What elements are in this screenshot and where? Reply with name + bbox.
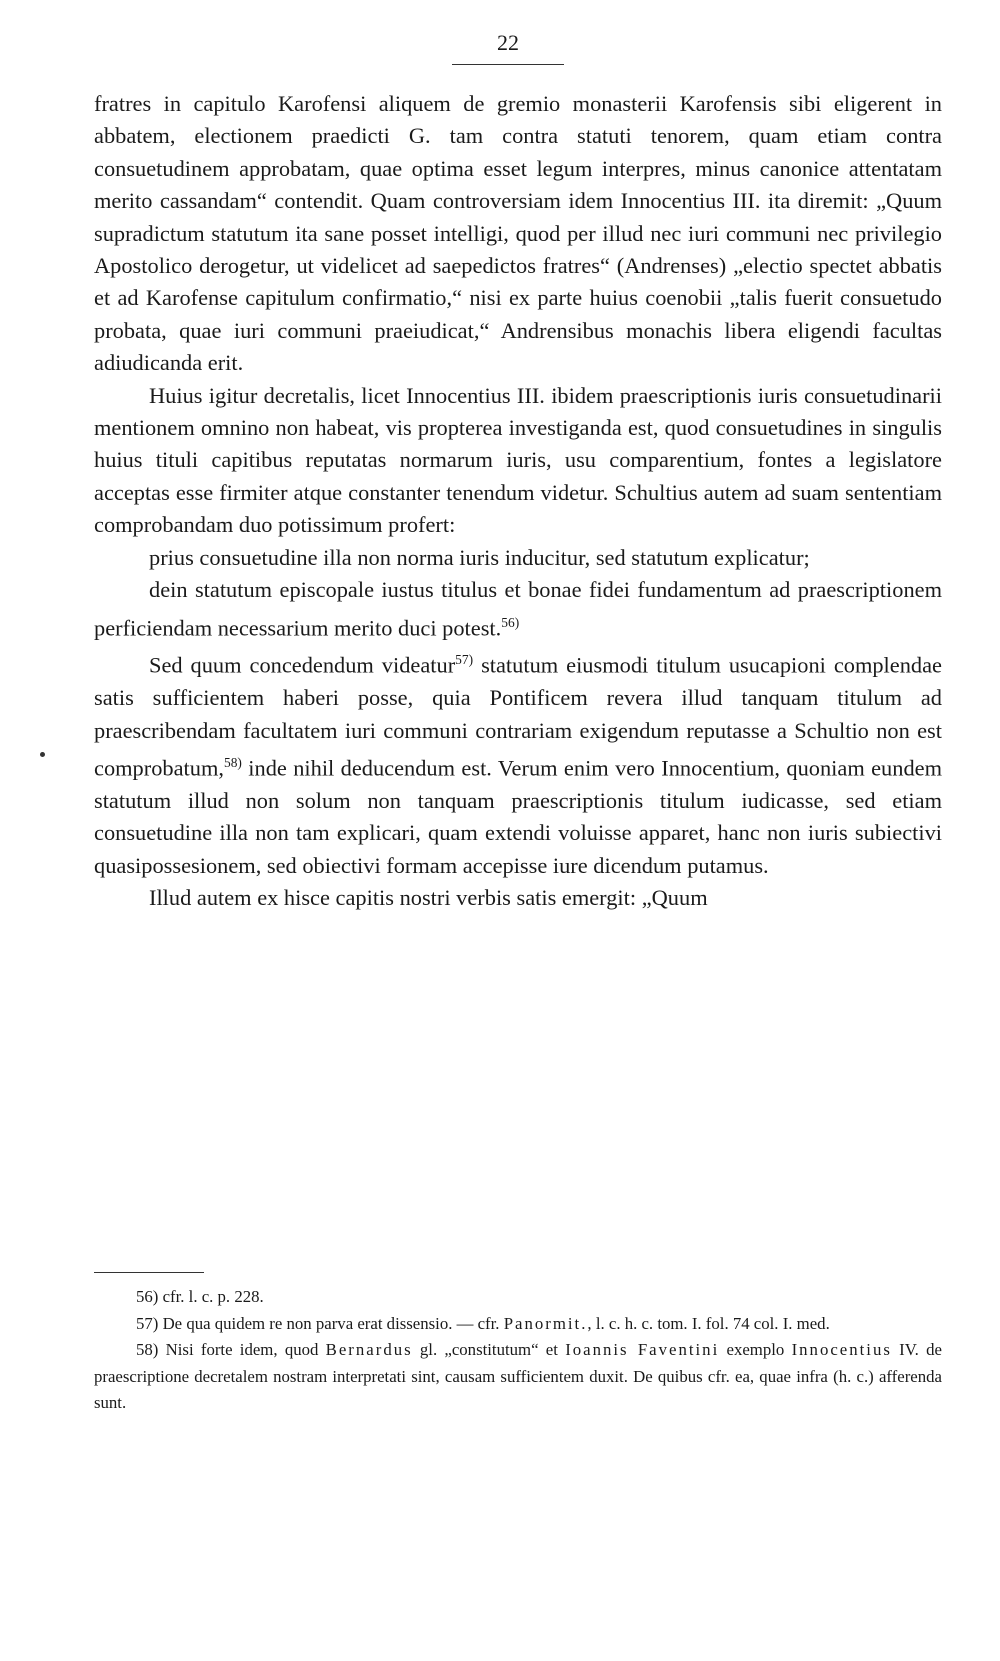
paragraph: fratres in capitulo Karofensi aliquem de gremio monasterii Karofensis sibi eligerent in abbatem, electionem praedicti G. tam contra statuti tenorem, quam etiam contra consuetudinem approbatam, quae optima esset legum interpres, minus canonice attentatam merito cassandam“ contendit. Quam controversiam idem Innocentius III. ita diremit: „Quum supradictum statutum ita sane posset intelligi, quod per illud nec iuri communi nec privilegio Apostolico derogetur, ut videlicet ad saepedictos fratres“ (Andrenses) „electio spectet abbatis et ad Karofense capitulum confirmatio,“ nisi ex parte huius coenobii „talis fuerit consuetudo probata, quae iuri communi praeiudicat,“ Andrensibus monachis libera eligendi facultas adiudicanda erit.: [94, 91, 942, 376]
paragraph: Huius igitur decretalis, licet Innocentius III. ibidem praescriptionis iuris consuetudinarii mentionem omnino non habeat, vis propterea investiganda est, quod consuetudines in singulis huius tituli capitibus reputatas normarum iuris, usu comparentium, fontes a legislatore acceptas esse firmiter atque constanter tenendum videtur. Schultius autem ad suam sententiam comprobandam duo potissimum profert:: [94, 382, 942, 538]
footnote-author: Ioannis Faventini: [565, 1340, 720, 1359]
footnote-ref-58: 58): [223, 755, 242, 771]
footnote-text: 58) Nisi forte idem, quod: [136, 1340, 319, 1359]
paragraph: Illud autem ex hisce capitis nostri verbis satis emergit: „Quum: [149, 885, 708, 911]
paragraph: prius consuetudine illa non norma iuris inducitur, sed statutum explicatur;: [149, 544, 810, 570]
paragraph: [94, 574, 942, 644]
paragraph-text: Sed quum concedendum videatur: [149, 652, 456, 678]
footnote-57: [94, 1311, 942, 1338]
footnote-text: gl. „constitutum“ et: [419, 1340, 558, 1359]
footnote-author: Panormit.: [503, 1313, 588, 1333]
footnote-56: 56) cfr. l. c. p. 228.: [136, 1287, 264, 1306]
footnote-rule: [94, 1272, 204, 1273]
paragraph-text: inde nihil deducendum est. Verum enim vero Innocentium, quoniam eundem statutum illud non solum non tanquam praescriptionis titulum iudicasse, sed etiam consuetudine illa non tam explicari, quam extendi voluisse apparet, hanc non iuris subiectivi quasipossesionem, sed obiectivi formam accepisse iure dicendum putamus.: [94, 755, 942, 878]
footnote-text: 57) De qua quidem re non parva erat dissensio. — cfr.: [136, 1313, 500, 1333]
paragraph: [94, 644, 942, 882]
footnote-text: exemplo: [726, 1340, 785, 1359]
footnote-58: [94, 1337, 942, 1417]
footnotes: [94, 1284, 942, 1417]
page-number-rule: [452, 64, 564, 65]
footnote-ref-56: 56): [501, 614, 520, 630]
footnote-author: Innocentius: [791, 1340, 892, 1359]
footnote-author: Bernardus: [325, 1340, 413, 1359]
paragraph-text: dein statutum episcopale iustus titulus et bonae fidei fundamentum ad praescriptionem perficiendam necessarium merito duci potest.: [94, 577, 942, 640]
footnote-text: IV. de praescriptione decretalem nostram interpretati sint, causam sufficientem duxit. De quibus cfr. ea, quae infra (h. c.) afferenda sunt.: [94, 1340, 942, 1412]
footnote-text: , l. c. h. c. tom. I. fol. 74 col. I. med.: [587, 1313, 830, 1333]
page-number: 22: [497, 30, 519, 55]
stray-mark: [40, 752, 45, 757]
body-text: [94, 88, 942, 915]
footnote-ref-57: 57): [455, 652, 474, 668]
paragraph-text: statutum eiusmodi titulum usucapioni complendae satis sufficientem haberi posse, quia Pontificem revera illud tanquam titulum ad praescribendam facultatem iuri communi contrariam exigendum reputasse a Schultio non est comprobatum,: [94, 652, 942, 781]
